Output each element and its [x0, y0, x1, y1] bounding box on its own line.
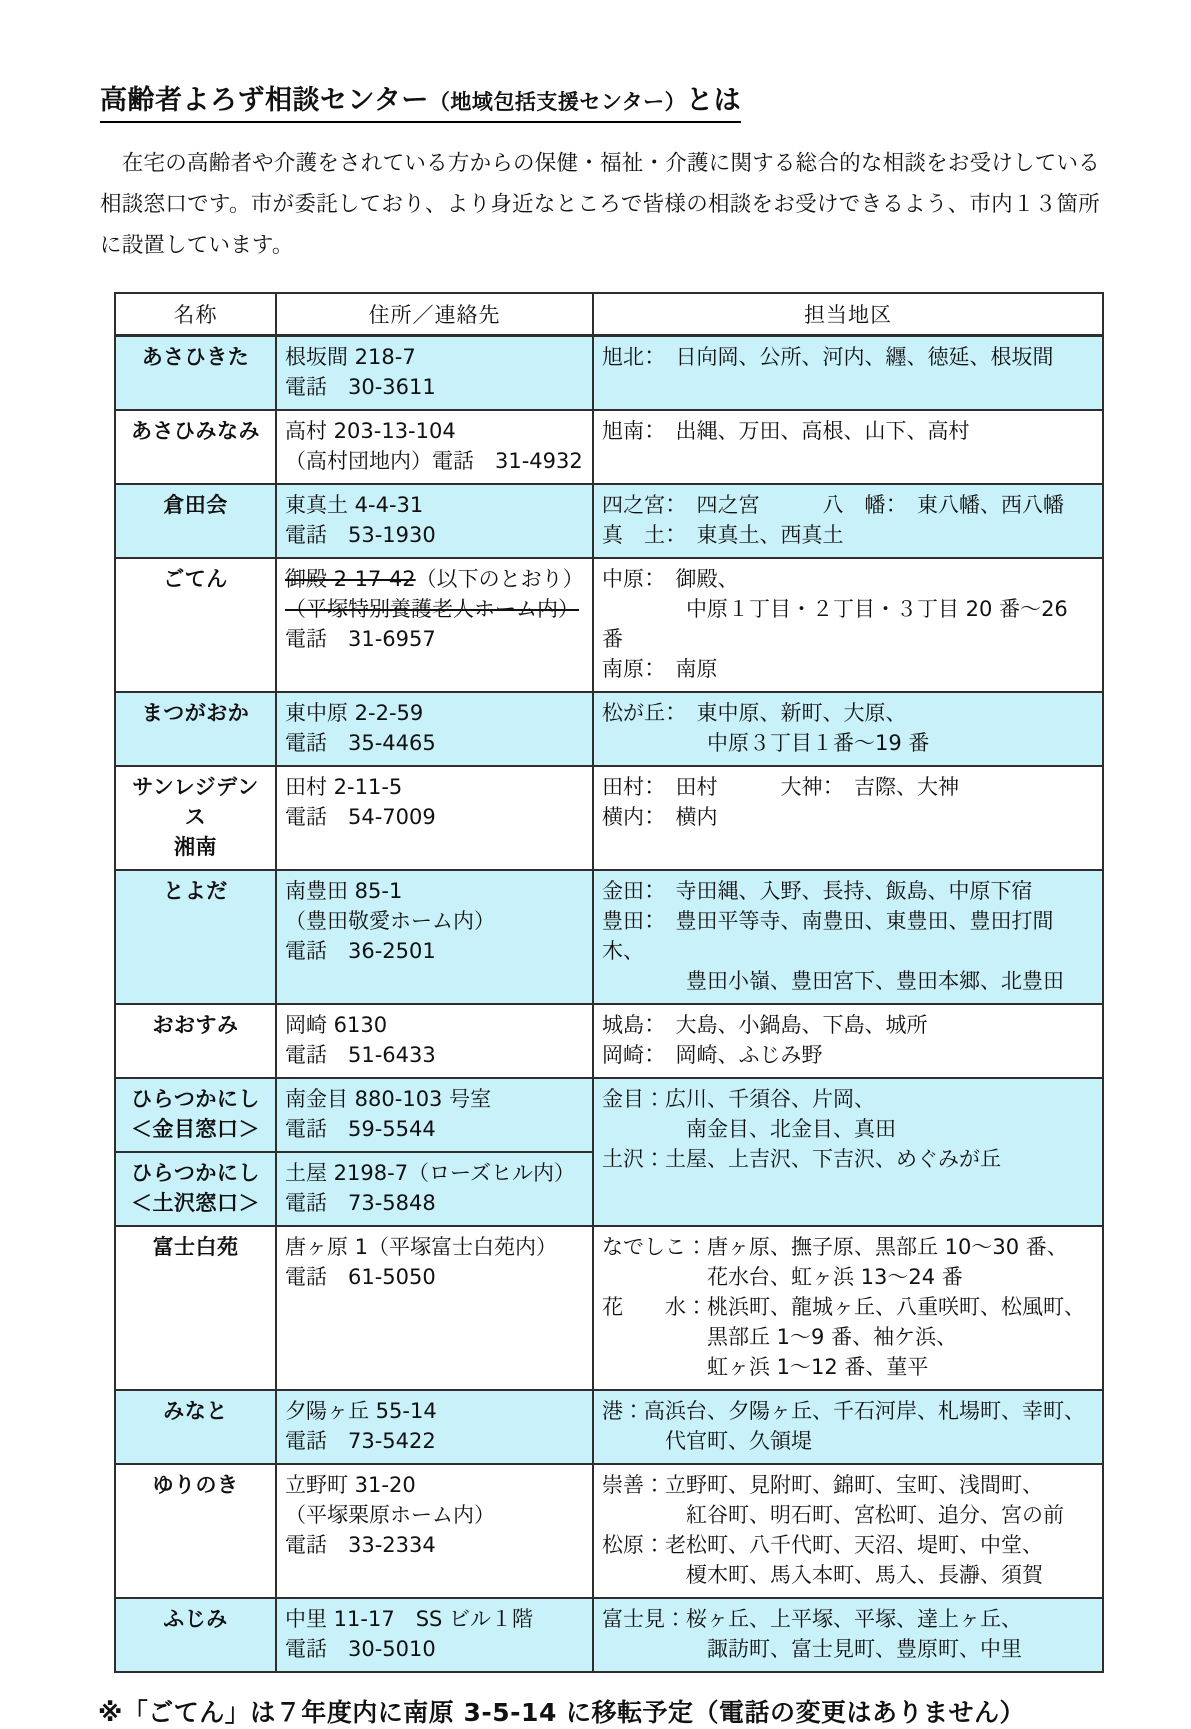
intro-paragraph: 在宅の高齢者や介護をされている方からの保健・福祉・介護に関する総合的な相談をお受けしている相談窓口です。市が委託しており、より身近なところで皆様の相談をお受けできるよう、市内１３箇所に設置しています。	[100, 150, 1100, 258]
center-address-cell	[276, 1464, 593, 1598]
district-line: 横内： 横内	[602, 804, 718, 829]
center-name-cell: ふじみ	[115, 1598, 276, 1672]
table-header-row	[115, 293, 1103, 336]
district-line: 土沢：土屋、上吉沢、下吉沢、めぐみが丘	[602, 1146, 1001, 1171]
district-line: 花水台、虹ヶ浜 13～24 番	[602, 1264, 963, 1289]
center-district-cell	[593, 870, 1103, 1004]
center-address-cell	[276, 1152, 593, 1226]
address-text: 電話 73-5848	[285, 1190, 436, 1215]
address-text: 電話 36-2501	[285, 938, 436, 963]
center-name-cell: まつがおか	[115, 692, 276, 766]
district-line: 四之宮： 四之宮 八 幡： 東八幡、西八幡	[602, 492, 1064, 517]
center-name-cell: 富士白苑	[115, 1226, 276, 1390]
address-text-struck: 御殿 2-17-42	[285, 566, 416, 591]
address-text: 高村 203-13-104	[285, 418, 456, 443]
district-line: 旭南： 出縄、万田、高根、山下、高村	[602, 418, 970, 443]
center-address-cell	[276, 870, 593, 1004]
center-name-cell: みなと	[115, 1390, 276, 1464]
center-district-cell	[593, 1390, 1103, 1464]
district-line: 代官町、久領堤	[602, 1428, 812, 1453]
center-address-cell	[276, 335, 593, 410]
center-name-cell: あさひみなみ	[115, 410, 276, 484]
address-text: 唐ヶ原 1（平塚富士白苑内）	[285, 1234, 558, 1259]
center-name-cell: あさひきた	[115, 335, 276, 410]
center-address-cell	[276, 1390, 593, 1464]
district-line: 榎木町、馬入本町、馬入、長瀞、須賀	[602, 1562, 1043, 1587]
center-district-cell	[593, 558, 1103, 692]
district-line: 金田： 寺田縄、入野、長持、飯島、中原下宿	[602, 878, 1033, 903]
address-text: 電話 54-7009	[285, 804, 436, 829]
district-line: 南金目、北金目、真田	[602, 1116, 896, 1141]
district-line: 諏訪町、富士見町、豊原町、中里	[602, 1636, 1022, 1661]
center-name-cell: ひらつかにし ＜金目窓口＞	[115, 1078, 276, 1152]
address-text: 土屋 2198-7（ローズヒル内）	[285, 1160, 576, 1185]
district-line: 豊田小嶺、豊田宮下、豊田本郷、北豊田	[602, 968, 1064, 993]
district-line: 城島： 大島、小鍋島、下島、城所	[602, 1012, 928, 1037]
center-district-cell	[593, 1004, 1103, 1078]
address-text: 電話 30-3611	[285, 374, 436, 399]
address-text-struck: （平塚特別養護老人ホーム内）	[285, 596, 579, 621]
address-text: 根坂間 218-7	[285, 344, 416, 369]
district-line: 松原：老松町、八千代町、天沼、堤町、中堂、	[602, 1532, 1043, 1557]
center-name-cell: とよだ	[115, 870, 276, 1004]
center-address-cell	[276, 692, 593, 766]
centers-table	[114, 292, 1104, 1673]
center-address-cell	[276, 558, 593, 692]
address-text: （平塚栗原ホーム内）	[285, 1502, 495, 1527]
address-text: 電話 51-6433	[285, 1042, 436, 1067]
table-body	[115, 335, 1103, 1672]
district-line: 中原３丁目１番～19 番	[602, 730, 930, 755]
address-text: 電話 30-5010	[285, 1636, 436, 1661]
district-line: 金目：広川、千須谷、片岡、	[602, 1086, 875, 1111]
district-line: 崇善：立野町、見附町、錦町、宝町、浅間町、	[602, 1472, 1043, 1497]
address-text: 電話 73-5422	[285, 1428, 436, 1453]
table-row	[115, 335, 1103, 410]
address-text: 東真土 4-4-31	[285, 492, 424, 517]
center-name-cell: ゆりのき	[115, 1464, 276, 1598]
address-text: 電話 59-5544	[285, 1116, 436, 1141]
address-text: 立野町 31-20	[285, 1472, 416, 1497]
center-name-cell: おおすみ	[115, 1004, 276, 1078]
address-text: 電話 61-5050	[285, 1264, 436, 1289]
district-line: 田村： 田村 大神： 吉際、大神	[602, 774, 959, 799]
center-district-cell	[593, 1078, 1103, 1226]
table-row	[115, 558, 1103, 692]
table-row	[115, 1078, 1103, 1152]
center-district-cell	[593, 1598, 1103, 1672]
center-district-cell	[593, 692, 1103, 766]
center-address-cell	[276, 410, 593, 484]
table-row	[115, 410, 1103, 484]
district-line: 南原： 南原	[602, 656, 718, 681]
center-name-cell: ひらつかにし ＜土沢窓口＞	[115, 1152, 276, 1226]
center-name-cell: 倉田会	[115, 484, 276, 558]
address-text: 夕陽ヶ丘 55-14	[285, 1398, 437, 1423]
address-text: 田村 2-11-5	[285, 774, 403, 799]
table-row	[115, 1464, 1103, 1598]
page-title-suffix: とは	[686, 85, 742, 116]
address-text: 東中原 2-2-59	[285, 700, 424, 725]
address-text: 電話 33-2334	[285, 1532, 436, 1557]
address-text: 南金目 880-103 号室	[285, 1086, 492, 1111]
center-district-cell	[593, 410, 1103, 484]
center-district-cell	[593, 484, 1103, 558]
address-text: （豊田敬愛ホーム内）	[285, 908, 495, 933]
col-header-district: 担当地区	[593, 293, 1103, 336]
district-line: 虹ヶ浜 1～12 番、菫平	[602, 1354, 929, 1379]
center-name-cell: サンレジデンス 湘南	[115, 766, 276, 870]
page-title-main: 高齢者よろず相談センター	[100, 85, 429, 116]
page-title-sub: （地域包括支援センター）	[428, 90, 687, 114]
address-text: 電話 35-4465	[285, 730, 436, 755]
center-district-cell	[593, 1464, 1103, 1598]
district-line: なでしこ：唐ヶ原、撫子原、黒部丘 10～30 番、	[602, 1234, 1068, 1259]
center-address-cell	[276, 484, 593, 558]
address-text: 電話 31-6957	[285, 626, 436, 651]
district-line: 港：高浜台、夕陽ヶ丘、千石河岸、札場町、幸町、	[602, 1398, 1085, 1423]
table-row	[115, 1226, 1103, 1390]
district-line: 岡崎： 岡崎、ふじみ野	[602, 1042, 823, 1067]
table-row	[115, 1004, 1103, 1078]
center-address-cell	[276, 1598, 593, 1672]
center-district-cell	[593, 1226, 1103, 1390]
col-header-name: 名称	[115, 293, 276, 336]
center-address-cell	[276, 766, 593, 870]
col-header-address: 住所／連絡先	[276, 293, 593, 336]
district-line: 中原： 御殿、	[602, 566, 739, 591]
district-line: 花 水：桃浜町、龍城ヶ丘、八重咲町、松風町、	[602, 1294, 1085, 1319]
district-line: 旭北： 日向岡、公所、河内、纒、徳延、根坂間	[602, 344, 1054, 369]
center-district-cell	[593, 766, 1103, 870]
table-row	[115, 766, 1103, 870]
table-row	[115, 692, 1103, 766]
center-address-cell	[276, 1004, 593, 1078]
district-line: 富士見：桜ヶ丘、上平塚、平塚、達上ヶ丘、	[602, 1606, 1022, 1631]
address-text: 電話 53-1930	[285, 522, 436, 547]
district-line: 黒部丘 1～9 番、袖ケ浜、	[602, 1324, 958, 1349]
district-line: 紅谷町、明石町、宮松町、追分、宮の前	[602, 1502, 1064, 1527]
center-district-cell	[593, 335, 1103, 410]
address-text: （高村団地内）電話 31-4932	[285, 448, 583, 473]
address-text: 岡崎 6130	[285, 1012, 388, 1037]
address-text: 中里 11-17 SS ビル１階	[285, 1606, 534, 1631]
address-text: （以下のとおり）	[415, 566, 584, 591]
center-address-cell	[276, 1078, 593, 1152]
district-line: 真 土： 東真土、西真土	[602, 522, 844, 547]
district-line: 中原１丁目・２丁目・３丁目 20 番～26 番	[602, 596, 1075, 651]
address-text: 南豊田 85-1	[285, 878, 403, 903]
footer-note: ※「ごてん」は７年度内に南原 3-5-14 に移転予定（電話の変更はありません）	[98, 1697, 1026, 1727]
table-row	[115, 870, 1103, 1004]
table-row	[115, 1390, 1103, 1464]
center-address-cell	[276, 1226, 593, 1390]
district-line: 豊田： 豊田平等寺、南豊田、東豊田、豊田打間木、	[602, 908, 1054, 963]
table-row	[115, 484, 1103, 558]
center-name-cell: ごてん	[115, 558, 276, 692]
district-line: 松が丘： 東中原、新町、大原、	[602, 700, 907, 725]
page-title	[100, 84, 741, 123]
table-row	[115, 1598, 1103, 1672]
